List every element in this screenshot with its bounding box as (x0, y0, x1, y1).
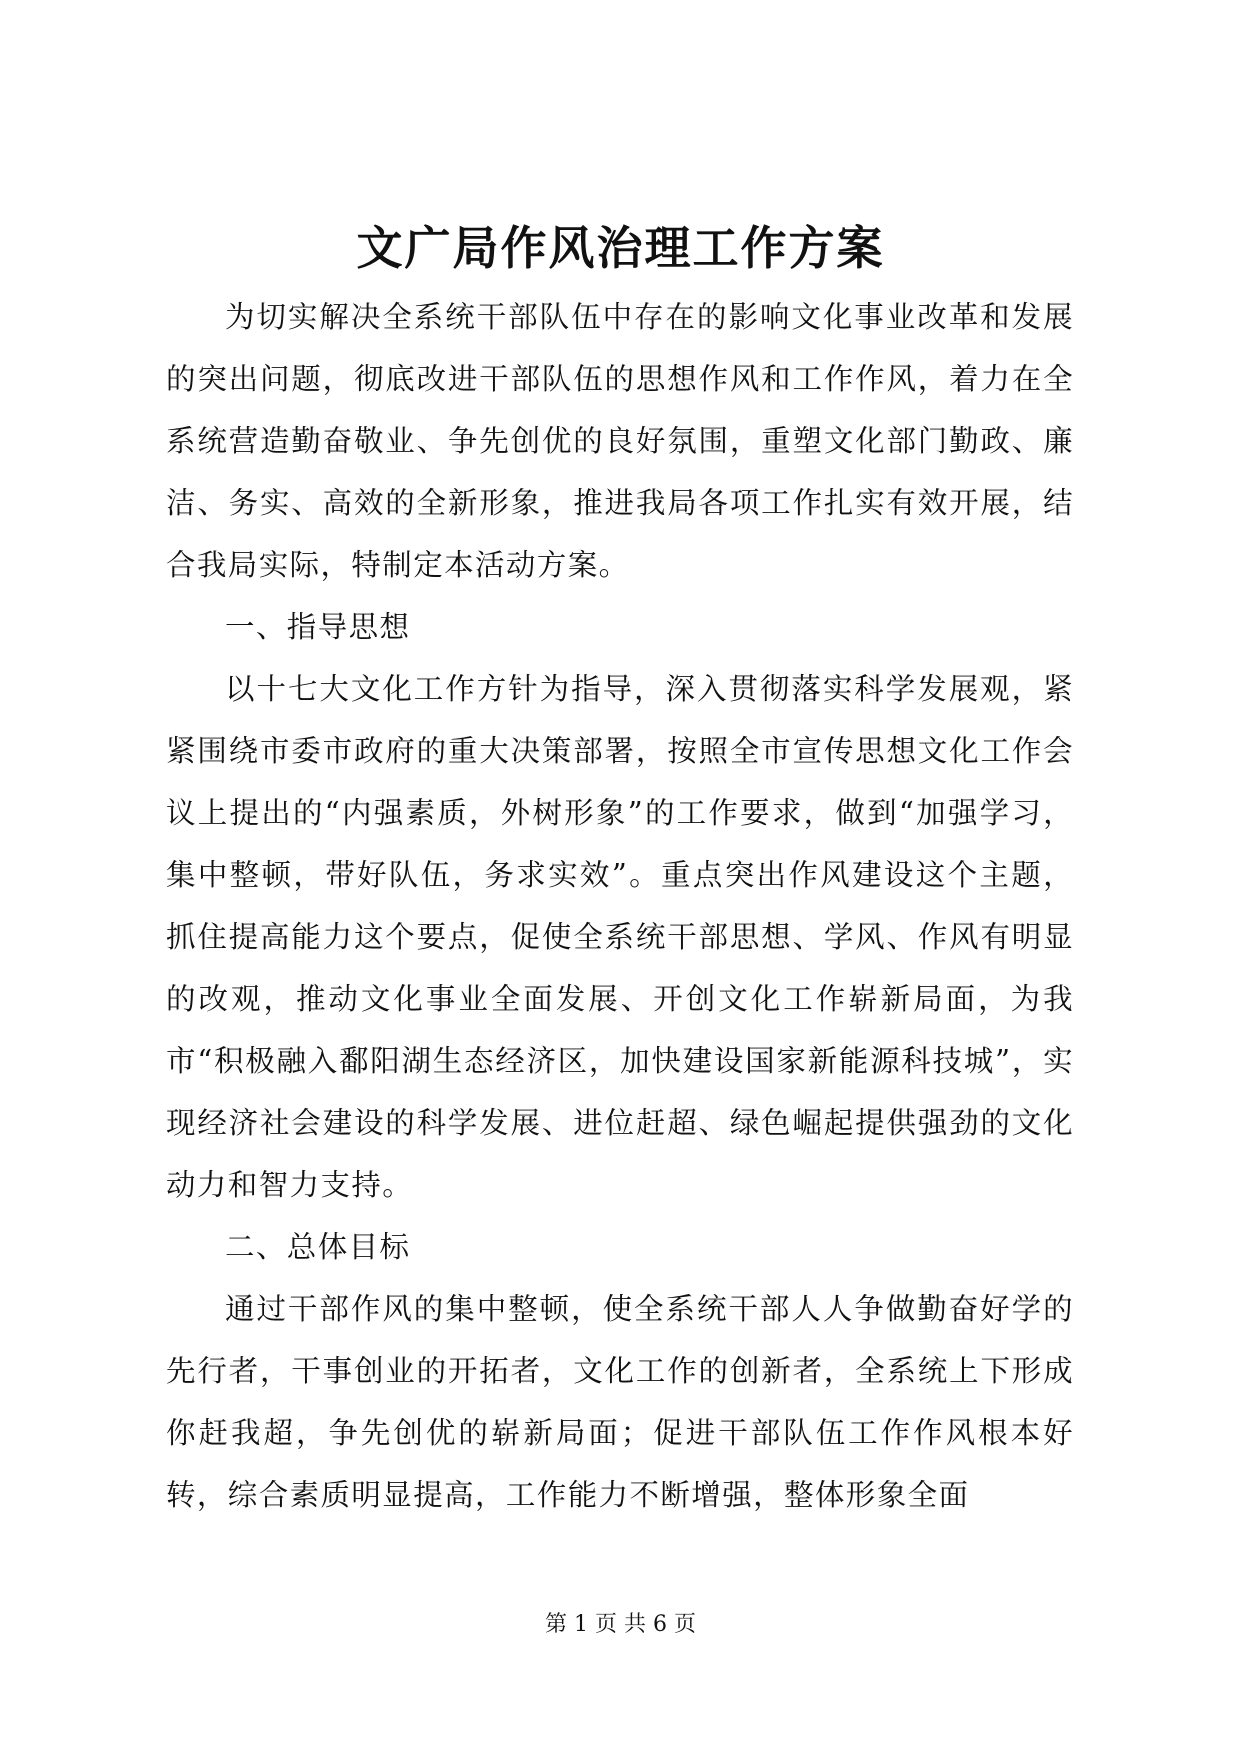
intro-paragraph: 为切实解决全系统干部队伍中存在的影响文化事业改革和发展的突出问题，彻底改进干部队伍的思想作风和工作作风，着力在全系统营造勤奋敬业、争先创优的良好氛围，重塑文化部门勤政、廉洁、务实、高效的全新形象，推进我局各项工作扎实有效开展，结合我局实际，特制定本活动方案。 (166, 300, 1074, 582)
guiding-ideology-paragraph: 以十七大文化工作方针为指导，深入贯彻落实科学发展观，紧紧围绕市委市政府的重大决策部署，按照全市宣传思想文化工作会议上提出的“内强素质，外树形象”的工作要求，做到“加强学习，集中整顿，带好队伍，务求实效”。重点突出作风建设这个主题，抓住提高能力这个要点，促使全系统干部思想、学风、作风有明显的改观，推动文化事业全面发展、开创文化工作崭新局面，为我市“积极融入鄱阳湖生态经济区，加快建设国家新能源科技城”，实现经济社会建设的科学发展、进位赶超、绿色崛起提供强劲的文化动力和智力支持。 (166, 672, 1074, 1202)
page-number-footer: 第 1 页 共 6 页 (545, 1612, 696, 1637)
overall-goal-paragraph: 通过干部作风的集中整顿，使全系统干部人人争做勤奋好学的先行者，干事创业的开拓者，文化工作的创新者，全系统上下形成你赶我超，争先创优的崭新局面；促进干部队伍工作作风根本好转，综合素质明显提高，工作能力不断增强，整体形象全面 (166, 1292, 1074, 1512)
section-heading-guiding-ideology: 一、指导思想 (225, 610, 411, 644)
section-heading-overall-goal: 二、总体目标 (225, 1230, 411, 1264)
document-body (166, 286, 1074, 1526)
document-title: 文广局作风治理工作方案 (356, 221, 885, 275)
